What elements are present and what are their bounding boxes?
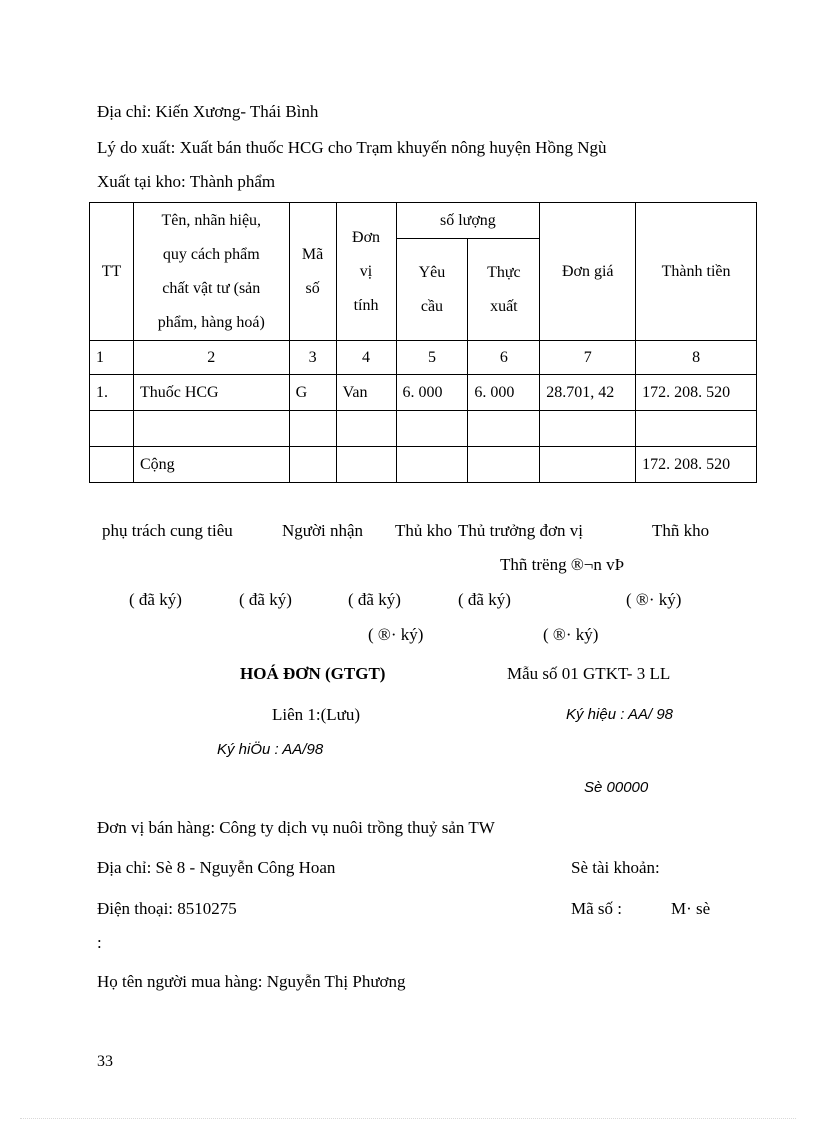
header-unit: Đơn vị tính — [336, 203, 396, 341]
seller-line: Đơn vị bán hàng: Công ty dịch vụ nuôi trồng thuỷ sản TW — [97, 818, 495, 837]
page-number: 33 — [97, 1053, 113, 1070]
address-line: Địa chỉ: Kiến Xương- Thái Bình — [97, 102, 319, 121]
row-requested: 6. 000 — [396, 375, 468, 411]
row-name: Thuốc HCG — [133, 375, 289, 411]
header-unit-price: Đơn giá — [540, 203, 636, 341]
column-number: 6 — [468, 341, 540, 375]
role-unit-head-garbled: Thñ trëng ®¬n vÞ — [500, 555, 625, 574]
signed-mark: ( ®· ký) — [543, 625, 599, 644]
invoice-symbol: Ký hiệu : AA/ 98 — [566, 706, 674, 723]
form-number: Mẫu số 01 GTKT- 3 LL — [507, 664, 671, 683]
table-row — [90, 375, 757, 411]
header-tt: TT — [90, 203, 134, 341]
column-number: 1 — [90, 341, 134, 375]
role-storekeeper-garbled: Thñ kho — [652, 521, 710, 540]
signed-mark: ( đã ký) — [129, 590, 182, 609]
header-actual: Thực xuất — [468, 239, 540, 341]
seller-address: Địa chỉ: Sè 8 - Nguyễn Công Hoan — [97, 858, 336, 877]
column-number: 3 — [289, 341, 336, 375]
column-number: 2 — [133, 341, 289, 375]
row-amount: 172. 208. 520 — [636, 375, 757, 411]
phone-line: Điện thoại: 8510275 — [97, 899, 237, 918]
header-name: Tên, nhãn hiệu, quy cách phẩm chất vật tư (sản phẩm, hàng hoá) — [133, 203, 289, 341]
row-unit-price: 28.701, 42 — [540, 375, 636, 411]
role-storekeeper: Thủ kho — [395, 521, 453, 540]
role-unit-head: Thủ trưởng đơn vị — [458, 521, 583, 540]
goods-table — [89, 202, 757, 483]
header-amount: Thành tiền — [636, 203, 757, 341]
empty-row — [90, 411, 757, 447]
tax-code-label: Mã số : — [571, 899, 622, 918]
row-actual: 6. 000 — [468, 375, 540, 411]
row-unit: Van — [336, 375, 396, 411]
account-label: Sè tài khoản: — [571, 858, 660, 877]
header-code: Mã số — [289, 203, 336, 341]
copy-label: Liên 1:(Lưu) — [272, 705, 361, 724]
role-receiver: Người nhận — [282, 521, 363, 540]
signed-mark: ( đã ký) — [458, 590, 511, 609]
invoice-number: Sè 00000 — [584, 779, 649, 796]
role-supply: phụ trách cung tiêu — [102, 521, 233, 540]
page-divider — [20, 1118, 796, 1119]
signed-mark: ( đã ký) — [348, 590, 401, 609]
warehouse-line: Xuất tại kho: Thành phẩm — [97, 172, 276, 191]
reason-line: Lý do xuất: Xuất bán thuốc HCG cho Trạm khuyến nông huyện Hồng Ngù — [97, 138, 607, 157]
total-row — [90, 447, 757, 483]
invoice-symbol-garbled: Ký hiÖu : AA/98 — [217, 741, 324, 758]
invoice-title: HOÁ ĐƠN (GTGT) — [240, 664, 386, 683]
column-number: 8 — [636, 341, 757, 375]
column-number: 5 — [396, 341, 468, 375]
header-quantity: số lượng — [396, 203, 540, 239]
buyer-line: Họ tên người mua hàng: Nguyễn Thị Phương — [97, 972, 406, 991]
header-requested: Yêu cầu — [396, 239, 468, 341]
signed-mark: ( ®· ký) — [626, 590, 682, 609]
tax-code-garbled: M· sè — [671, 899, 711, 918]
column-number: 4 — [336, 341, 396, 375]
row-tt: 1. — [90, 375, 134, 411]
stray-colon: : — [97, 933, 102, 952]
column-number: 7 — [540, 341, 636, 375]
column-number-row — [90, 341, 757, 375]
row-code: G — [289, 375, 336, 411]
total-amount: 172. 208. 520 — [636, 447, 757, 483]
signed-mark: ( đã ký) — [239, 590, 292, 609]
signed-mark: ( ®· ký) — [368, 625, 424, 644]
total-label: Cộng — [133, 447, 289, 483]
